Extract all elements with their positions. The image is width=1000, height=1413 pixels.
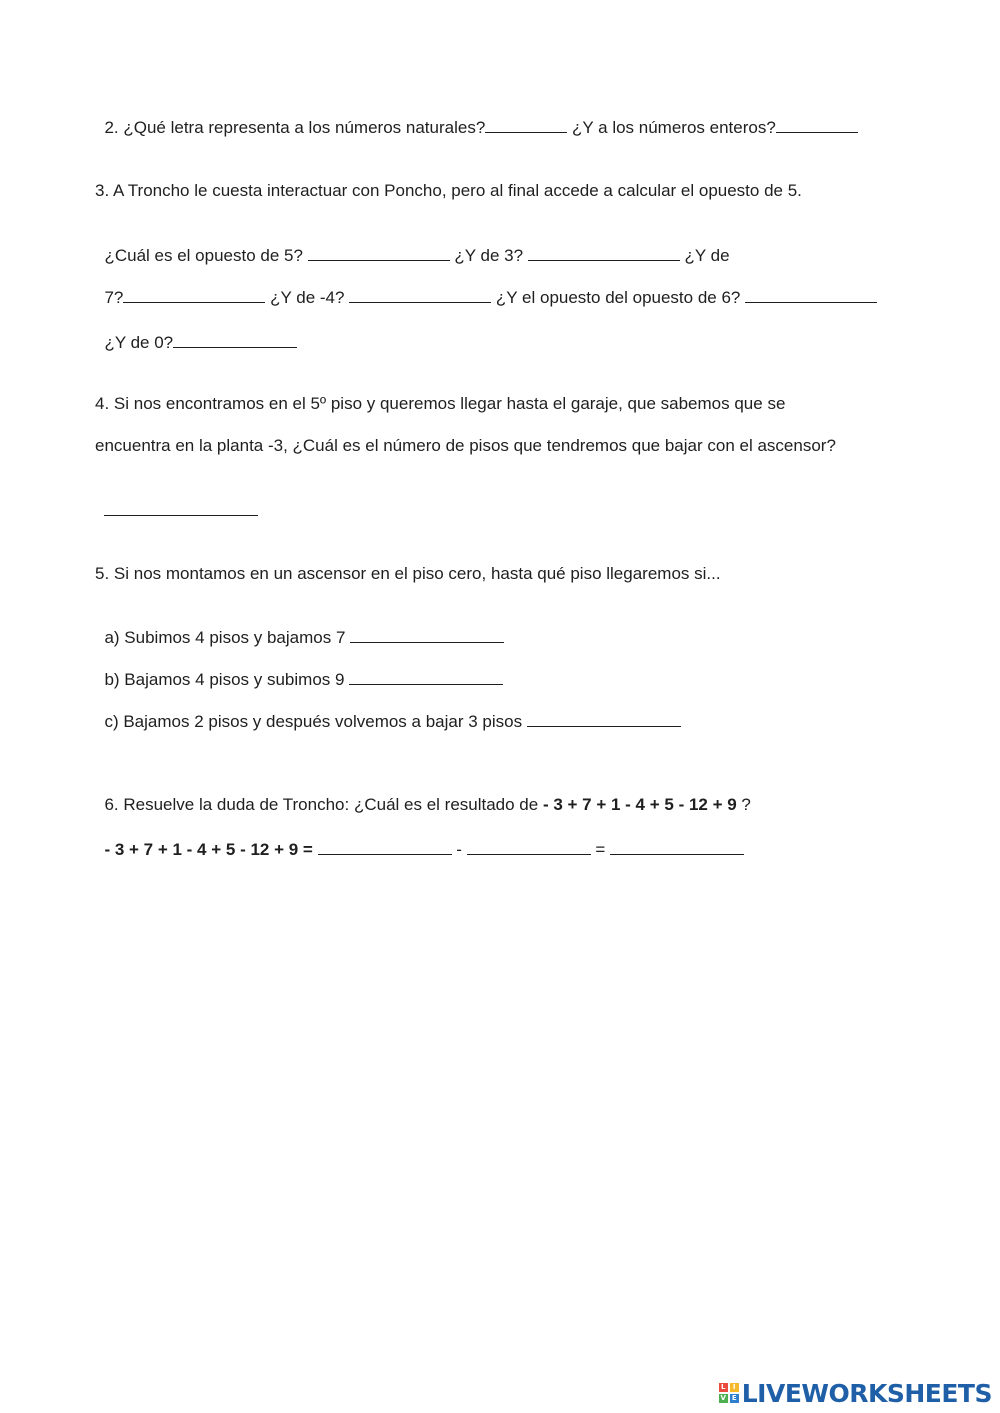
q5-answer-a[interactable] xyxy=(350,626,504,643)
q2-text-b: ¿Y a los números enteros? xyxy=(567,118,776,137)
question-2 xyxy=(95,96,858,138)
q3-answer-opposite-7[interactable] xyxy=(123,286,265,303)
q5-answer-b[interactable] xyxy=(349,668,503,685)
q3-opposite-3-label: ¿Y de 3? xyxy=(449,246,528,265)
q3-line-4 xyxy=(95,311,297,353)
q3-line-1: 3. A Troncho le cuesta interactuar con Poncho, pero al final accede a calcular el opuesto de 5. xyxy=(95,181,802,200)
q2-answer-enteros[interactable] xyxy=(776,116,858,133)
q2-answer-naturales[interactable] xyxy=(485,116,567,133)
q6-answer-negatives[interactable] xyxy=(467,838,591,855)
logo-tile: E xyxy=(730,1394,739,1403)
q5-b-label: b) Bajamos 4 pisos y subimos 9 xyxy=(104,670,350,689)
q3-opposite-0-label: ¿Y de 0? xyxy=(104,333,174,352)
q4-line-2: encuentra en la planta -3, ¿Cuál es el número de pisos que tendremos que bajar con el ascensor? xyxy=(95,436,836,455)
logo-tile: V xyxy=(720,1394,726,1402)
q5-a-label: a) Subimos 4 pisos y bajamos 7 xyxy=(104,628,351,647)
q5-item-a xyxy=(95,606,504,648)
q3-line-3 xyxy=(95,266,877,308)
q3-answer-opposite-5[interactable] xyxy=(308,244,450,261)
logo-tile: I xyxy=(730,1383,739,1392)
q6-equation-expression: - 3 + 7 + 1 - 4 + 5 - 12 + 9 = xyxy=(104,840,313,859)
q3-opposite-5-label: ¿Cuál es el opuesto de 5? xyxy=(104,246,308,265)
q4-line-1: 4. Si nos encontramos en el 5º piso y queremos llegar hasta el garaje, que sabemos que se xyxy=(95,394,786,413)
q3-answer-opposite-3[interactable] xyxy=(528,244,680,261)
q2-text-a: 2. ¿Qué letra representa a los números naturales? xyxy=(104,118,486,137)
q3-opposite-7-label: ¿Y de xyxy=(679,246,730,265)
q3-answer-opposite-of-opposite-6[interactable] xyxy=(745,286,877,303)
q6-minus-sign: - xyxy=(451,840,467,859)
q6-answer-result[interactable] xyxy=(610,838,744,855)
q6-equals-sign: = xyxy=(590,840,611,859)
q4-answer-line xyxy=(95,479,258,521)
q3-opposite-neg4-label: ¿Y de -4? xyxy=(265,288,350,307)
logo-text: LIVEWORKSHEETS xyxy=(741,1378,992,1408)
q3-opposite-of-opposite-6-label: ¿Y el opuesto del opuesto de 6? xyxy=(491,288,746,307)
q6-intro-text: 6. Resuelve la duda de Troncho: ¿Cuál es el resultado de xyxy=(104,795,543,814)
q6-answer-positives[interactable] xyxy=(318,838,452,855)
liveworksheets-logo xyxy=(719,1380,992,1406)
q4-answer[interactable] xyxy=(104,499,258,516)
q3-opposite-7-label-cont: 7? xyxy=(104,288,124,307)
q3-answer-opposite-neg4[interactable] xyxy=(349,286,491,303)
q6-question-mark: ? xyxy=(736,795,751,814)
q3-answer-opposite-0[interactable] xyxy=(173,331,297,348)
q5-c-label: c) Bajamos 2 pisos y después volvemos a bajar 3 pisos xyxy=(104,712,527,731)
q5-item-c xyxy=(95,690,681,732)
q6-expression: - 3 + 7 + 1 - 4 + 5 - 12 + 9 xyxy=(542,795,737,814)
q5-intro: 5. Si nos montamos en un ascensor en el piso cero, hasta qué piso llegaremos si... xyxy=(95,564,721,583)
logo-tiles-icon xyxy=(719,1383,739,1403)
q5-answer-c[interactable] xyxy=(527,710,681,727)
q6-intro xyxy=(95,775,751,815)
q3-line-2 xyxy=(95,224,730,266)
logo-tile: L xyxy=(719,1383,728,1392)
q6-equation xyxy=(95,818,744,860)
q5-item-b xyxy=(95,648,503,690)
